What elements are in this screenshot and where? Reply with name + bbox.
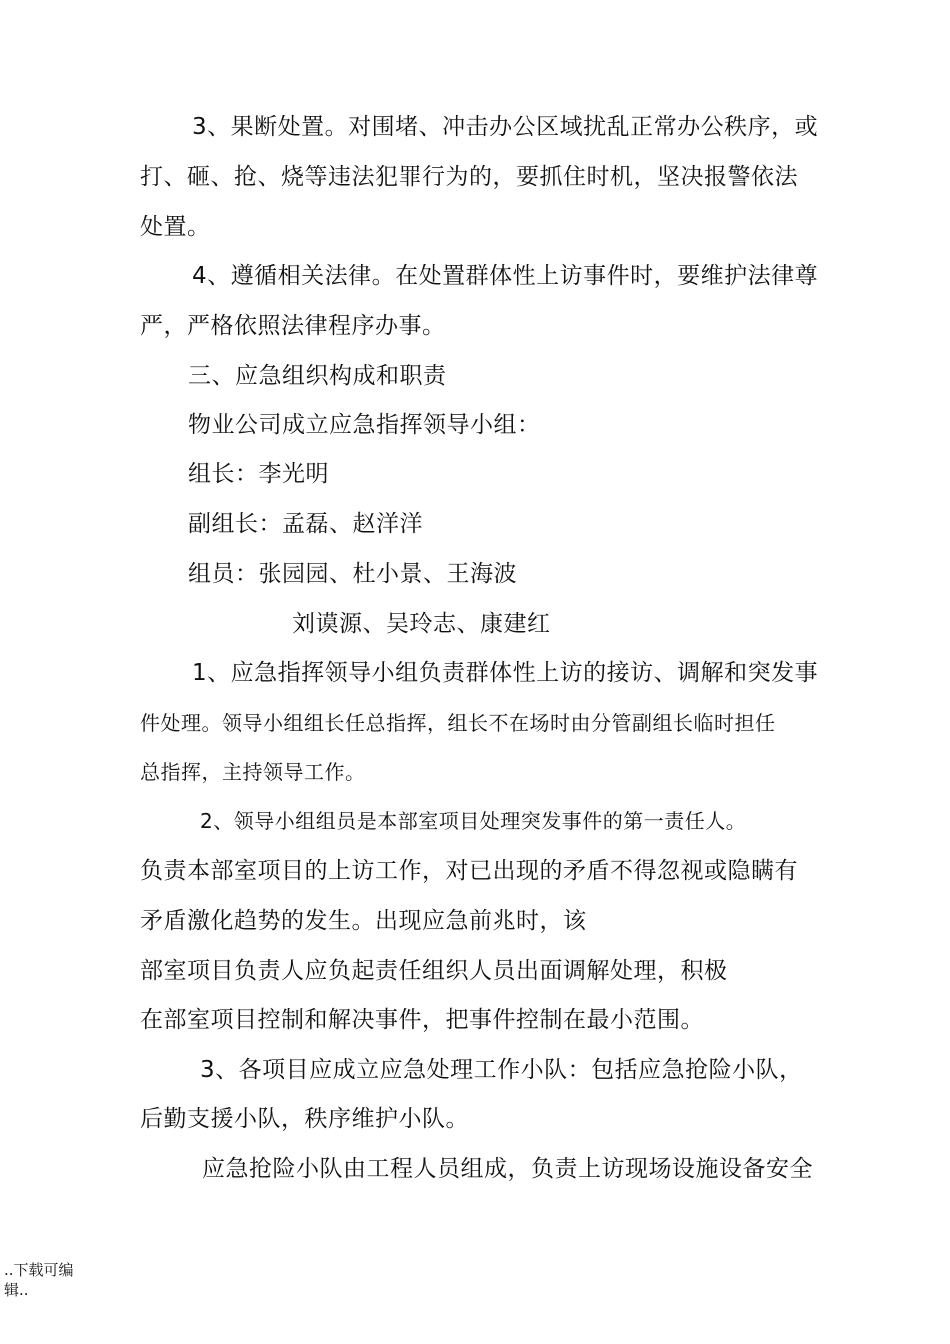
paragraph-line: 4、遵循相关法律。在处置群体性上访事件时，要维护法律尊 <box>192 263 819 289</box>
paragraph-line: 1、应急指挥领导小组负责群体性上访的接访、调解和突发事 <box>192 660 819 686</box>
paragraph-line: 3、各项目应成立应急处理工作小队：包括应急抢险小队， <box>200 1057 803 1083</box>
team-members-line: 组员：张园园、杜小景、王海波 <box>188 561 517 587</box>
paragraph-line: 打、砸、抢、烧等违法犯罪行为的，要抓住时机，坚决报警依法 <box>140 164 798 190</box>
footer-watermark-line-2: 辑.. <box>4 1281 29 1299</box>
paragraph-line: 3、果断处置。对围堵、冲击办公区域扰乱正常办公秩序，或 <box>192 114 819 140</box>
deputy-leader-line: 副组长：孟磊、赵洋洋 <box>188 511 423 537</box>
paragraph-line: 2、领导小组组员是本部室项目处理突发事件的第一责任人。 <box>200 809 747 833</box>
section-heading: 三、应急组织构成和职责 <box>188 363 447 389</box>
paragraph-line: 后勤支援小队，秩序维护小队。 <box>140 1106 469 1132</box>
paragraph-line: 部室项目负责人应负起责任组织人员出面调解处理，积极 <box>140 958 728 984</box>
team-leader-line: 组长：李光明 <box>188 461 329 487</box>
paragraph-line: 应急抢险小队由工程人员组成，负责上访现场设施设备安全 <box>202 1156 813 1182</box>
team-members-line: 刘谟源、吴玲志、康建红 <box>292 611 551 637</box>
paragraph-line: 矛盾激化趋势的发生。出现应急前兆时，该 <box>140 908 587 934</box>
paragraph-line: 件处理。领导小组组长任总指挥，组长不在场时由分管副组长临时担任 <box>140 711 776 735</box>
paragraph-line: 在部室项目控制和解决事件，把事件控制在最小范围。 <box>140 1007 704 1033</box>
paragraph-line: 物业公司成立应急指挥领导小组： <box>188 412 541 438</box>
paragraph-line: 总指挥，主持领导工作。 <box>140 760 366 784</box>
paragraph-line: 负责本部室项目的上访工作，对已出现的矛盾不得忽视或隐瞒有 <box>140 858 798 884</box>
paragraph-line: 严，严格依照法律程序办事。 <box>140 313 446 339</box>
footer-watermark-line-1: ..下载可编 <box>4 1261 74 1279</box>
paragraph-line: 处置。 <box>140 214 211 240</box>
